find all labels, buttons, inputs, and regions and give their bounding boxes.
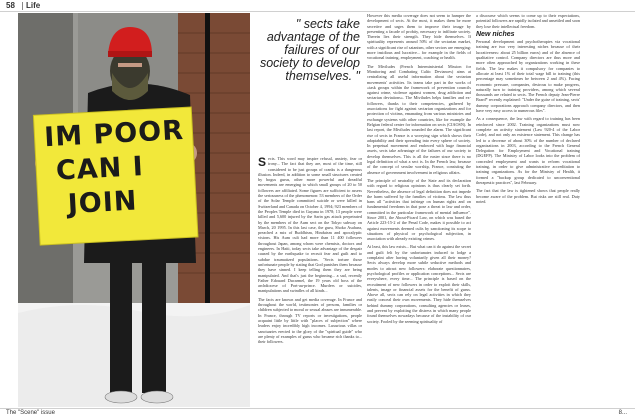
article-column-3 <box>476 13 580 407</box>
subheading: New niches <box>476 30 515 38</box>
pull-quote: " sects take advantage of the failures of our society to develop themselves. " <box>259 17 360 83</box>
protester-photo <box>18 13 250 407</box>
footer-page-mark: 8... <box>618 410 627 416</box>
paragraph: The principle of neutrality of the State and its declaration with regard to religious opinions is thus clearly set forth. Nevertheless, the absence of legal definition does not impede the harm suffered by the families of victims. The law thus bans all "activities that infringe on human rights and on fundamental freedoms in that pose a threat to law and order, committed in the particular framework of mental influence". Since 2001, the About-Picard Law, on which was based the Article 223-15-2 of the Penal Code, makes it possible to act against movements deemed cults by sanctioning its scope to situations of physical or psychological subjection, in association with already existing crimes. <box>367 177 471 242</box>
paragraph: Personal development and psychotherapies via vocational training are two very interesting niches because of their lucrativeness: about 25 billion euros) and of the absence of qualitative control. Company directors are thus more and more often approached by organizations working in these fields. The law makes it compulsory for companies to allocate at least 1% of their total wage bill to training (this percentage may sometimes be between 2 and 4%). Facing economic pressure, companies, desirous to make progress, naturally turn to training providers, among which several thousands are related to sects. The French deputy Jean-Pierre Brard* recently explained: "Under the guise of training, sects' dummy corporations approach company directors, and then have very easy access to numerous files". <box>476 39 580 114</box>
paragraph: The facts are known and get media coverage. In France and throughout the world, testimonies of persons, families or children subjected to moral or sexual abuses are innumerable. In France, through TV reports or investigations, people acquaint little by little with "places of subjection" where leaders enjoy incredibly high incomes. Luxurious villas or sanctuaries erected to the glory of the "spiritual guide" who are plenty of examples of gurus who became rich thanks to... their followers. <box>258 296 362 345</box>
paragraph: The Miviludes (French Interministerial Mission for Monitoring and Combating Cultic Deviances) aims at centralizing all useful information about the sectarian movements' activities. Its teams take part in the works of «task groups within the framework of prevention councils against crime, violence against women, drug addiction and sectarian deviations». The Miviludes helps families and ex-followers, thanks to their competencies, gathered by associations for fight against sectarian organizations and for protection of victims, emanating from various ministries and exchange systems with other countries, like for example the Belgian federal center for information on sects (CIAOSN). In last report, the Miviludes sounded the alarm. The significant rise of sects in France is a worrying sign which shows their adaptability and their spreading into every sphere of society. In perpetual movement and endowed with huge financial assets, sects take advantage of the failures of our society to develop themselves. This is all the easier since there is no legal definition of what a sect is. In the French law, because of the concept of secular worship, France, consisting the absence of government involvement in religious affairs. <box>367 63 471 175</box>
section-title: Life <box>26 1 41 10</box>
article-column-2 <box>367 13 471 407</box>
page-number: 58 <box>6 1 15 10</box>
paragraph: At least, this law exists... But what can it do against the secret and guilt felt by the unfortunates induced to lodge a complaint after having voluntarily given all their money? Sects always develop more subtle seductive methods and modes to attract new followers: elaborate questionnaires, psychological profiles or application conceptions... Sects are everywhere, every time... The principle is based on the recruitment of new followers in order to exploit their skills, talents, image or financial assets for the benefit of gurus. Above all, sects can rely on legal activities in which they easily conceal their own movements. They hide themselves behind dummy corporations, consulting agencies or leases, and prevent by exploiting the distress in which many people found themselves nowadays because of the instability of our society. Fooled by the seeming spirituality of <box>367 244 471 324</box>
protest-sign-text <box>43 113 208 223</box>
article-column-1 <box>258 156 362 406</box>
sign-line: CAN I <box>55 151 145 187</box>
sign-line: IM POOR <box>43 114 185 154</box>
paragraph: ects. This word may inspire refusal, anxiety, fear or irony... The fact that they are, most of the time, still considered to be just groups of cranks is a dangerous illusion. Indeed, in addition to some small structures created by bogus gurus, other more powerful and dreadful movements are emerging to which small groups of 20 to 50 followers are affiliated. Some figures are sufficient to assess the seriousness of the phenomenon: 53 members of the Order of the Solar Temple committed suicide or were killed in Switzerland and Canada on October 4, 1994; 923 members of the Peoples Temple died in Guyana in 1978; 13 people were killed and 5,600 injured by the Sarin gas attack perpetrated by the members of the Aum sect on the Tokyo subway on March, 20 1995. In this last case, the guru, Shoko Asahara, preached a mix of Buddhism, Hinduism and apocalyptic visions. His Aum cult had more than 11 400 followers throughout Japan, among whom were chemists, doctors and engineers. In Haiti, today sects take advantage of the despair caused by the earthquake to recruit fear and guilt and to subdue traumatized populations. "Sects torture those unfortunate people by stating that God punishes them because they have sinned. I keep telling them they are being manipulated. And that's just the beginning... a sad, recently Father Edouard Ducarmel, the 19 years old boss of the archdiocese of Port-au-prince. Murders or suicides, manipulations and swindles of all kinds... <box>258 156 362 294</box>
header-rule <box>0 11 635 12</box>
drop-cap: S <box>258 156 267 169</box>
paragraph: The fact that the law is tightened shows that people really become aware of the problem. But risks are still real. Duty noted. <box>476 188 580 204</box>
header-separator <box>22 2 23 10</box>
paragraph: As a consequence, the law with regard to training has been reinforced since 2002. Training organizations must now complete an activity statement (Law 920-4 of the Labor Code), and not only an existence statement. This change has led to a decrease of about 30% of the number of declared organizations in 2003, according to the French General Delegation for Employment and Vocational training (DGEFP). The Ministry of Labor looks into the problem of concealed employment and wants to reform vocational training, in order to give administrative accreditation to training organizations. As for the Ministry of Health, it formed a "backup group dedicated to unconventional therapeutic practices", last February. <box>476 116 580 185</box>
paragraph: However this media coverage does not seem to hamper the development of sects. At the most, it makes them be more secretive and urges them to improve their image by presenting a facade of probity, necessary to infiltrate society. Therein lies their strength. They hide themselves. If spirituality represents around 50% of the sectarian market, with a significant rise of satanism, other sectors are emerging: more insidious and lucrative... for example in the fields of vocational training, employment, coaching or health. <box>367 13 471 61</box>
sign-line: JOIN <box>67 185 139 221</box>
paragraph: a discourse which seems to come up to their expectations, potential followers are rapidly isolated and unsettled and soon they lose their intellectual freedom. <box>476 13 580 29</box>
footer-magazine-title: The "Scene" issue <box>6 410 55 416</box>
footer-rule <box>0 408 635 409</box>
